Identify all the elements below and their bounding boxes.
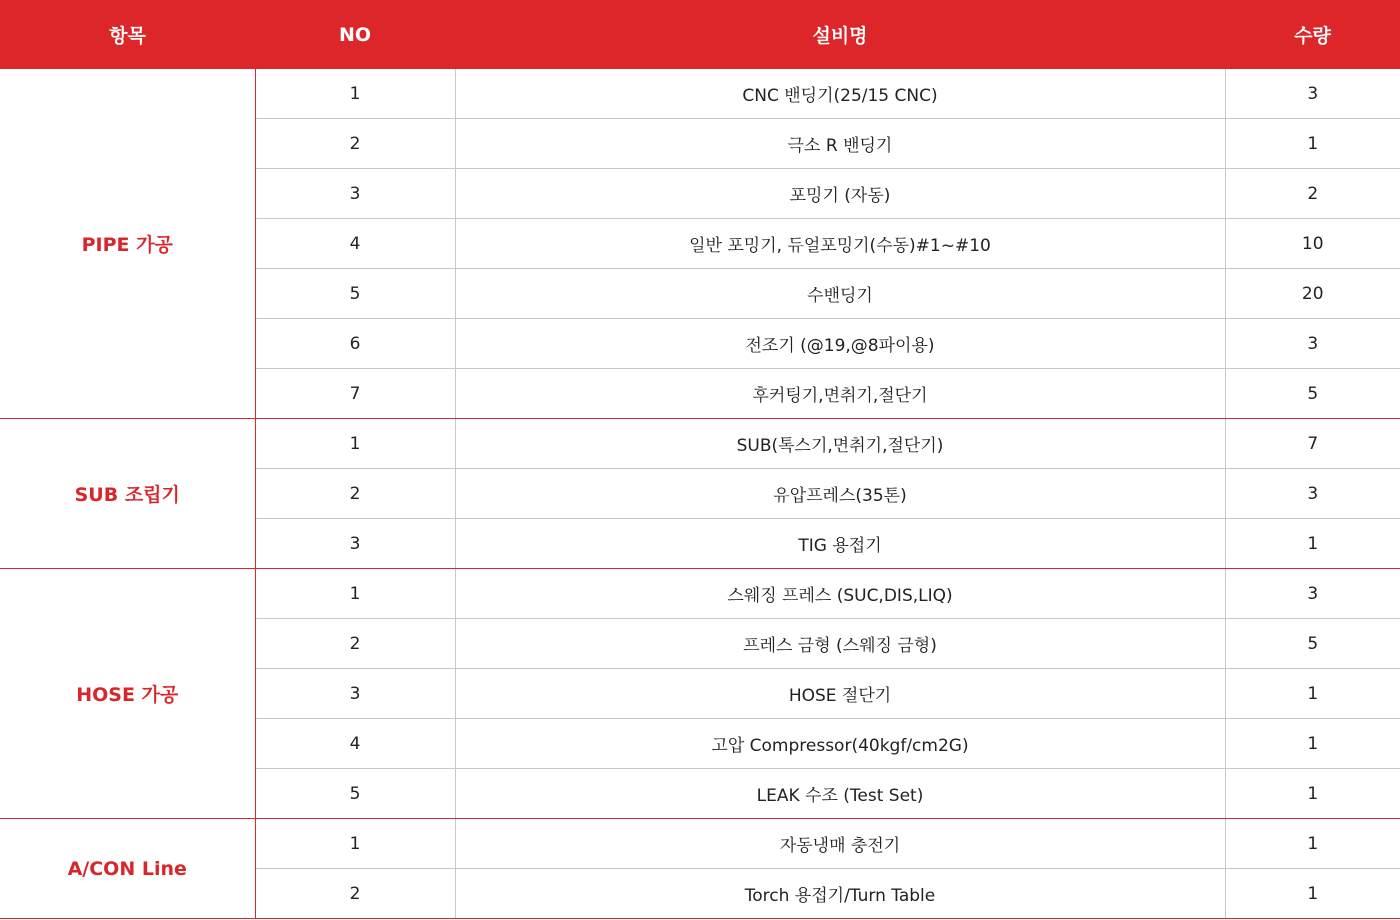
quantity-cell: 3 (1225, 69, 1400, 119)
equipment-name-cell: 고압 Compressor(40kgf/cm2G) (455, 719, 1225, 769)
header-category: 항목 (0, 0, 255, 69)
no-cell: 3 (255, 169, 455, 219)
no-cell: 1 (255, 419, 455, 469)
equipment-name-cell: 수밴딩기 (455, 269, 1225, 319)
table-row (0, 419, 1400, 469)
equipment-name-cell: LEAK 수조 (Test Set) (455, 769, 1225, 819)
header-quantity: 수량 (1225, 0, 1400, 69)
category-cell: HOSE 가공 (0, 569, 255, 819)
quantity-cell: 1 (1225, 869, 1400, 919)
category-cell: A/CON Line (0, 819, 255, 919)
header-no: NO (255, 0, 455, 69)
no-cell: 1 (255, 69, 455, 119)
quantity-cell: 1 (1225, 519, 1400, 569)
table-row (0, 69, 1400, 119)
no-cell: 2 (255, 469, 455, 519)
equipment-name-cell: 프레스 금형 (스웨징 금형) (455, 619, 1225, 669)
no-cell: 3 (255, 519, 455, 569)
table-body (0, 69, 1400, 919)
equipment-name-cell: CNC 밴딩기(25/15 CNC) (455, 69, 1225, 119)
no-cell: 4 (255, 719, 455, 769)
quantity-cell: 5 (1225, 369, 1400, 419)
equipment-name-cell: 후커팅기,면취기,절단기 (455, 369, 1225, 419)
quantity-cell: 7 (1225, 419, 1400, 469)
quantity-cell: 20 (1225, 269, 1400, 319)
no-cell: 6 (255, 319, 455, 369)
no-cell: 3 (255, 669, 455, 719)
category-cell: SUB 조립기 (0, 419, 255, 569)
no-cell: 4 (255, 219, 455, 269)
quantity-cell: 2 (1225, 169, 1400, 219)
quantity-cell: 1 (1225, 719, 1400, 769)
equipment-name-cell: 포밍기 (자동) (455, 169, 1225, 219)
quantity-cell: 10 (1225, 219, 1400, 269)
quantity-cell: 3 (1225, 469, 1400, 519)
equipment-name-cell: 스웨징 프레스 (SUC,DIS,LIQ) (455, 569, 1225, 619)
table-row (0, 569, 1400, 619)
equipment-name-cell: TIG 용접기 (455, 519, 1225, 569)
equipment-name-cell: 자동냉매 충전기 (455, 819, 1225, 869)
no-cell: 5 (255, 269, 455, 319)
no-cell: 1 (255, 819, 455, 869)
no-cell: 2 (255, 619, 455, 669)
header-equipment-name: 설비명 (455, 0, 1225, 69)
quantity-cell: 3 (1225, 319, 1400, 369)
equipment-name-cell: 극소 R 밴딩기 (455, 119, 1225, 169)
quantity-cell: 1 (1225, 119, 1400, 169)
equipment-name-cell: Torch 용접기/Turn Table (455, 869, 1225, 919)
quantity-cell: 5 (1225, 619, 1400, 669)
table-header-row (0, 0, 1400, 69)
quantity-cell: 1 (1225, 769, 1400, 819)
category-cell: PIPE 가공 (0, 69, 255, 419)
equipment-name-cell: 전조기 (@19,@8파이용) (455, 319, 1225, 369)
quantity-cell: 1 (1225, 819, 1400, 869)
no-cell: 7 (255, 369, 455, 419)
equipment-name-cell: 일반 포밍기, 듀얼포밍기(수동)#1~#10 (455, 219, 1225, 269)
table-row (0, 819, 1400, 869)
no-cell: 1 (255, 569, 455, 619)
equipment-name-cell: SUB(톡스기,면취기,절단기) (455, 419, 1225, 469)
no-cell: 2 (255, 119, 455, 169)
quantity-cell: 1 (1225, 669, 1400, 719)
equipment-name-cell: 유압프레스(35톤) (455, 469, 1225, 519)
no-cell: 5 (255, 769, 455, 819)
equipment-name-cell: HOSE 절단기 (455, 669, 1225, 719)
quantity-cell: 3 (1225, 569, 1400, 619)
no-cell: 2 (255, 869, 455, 919)
